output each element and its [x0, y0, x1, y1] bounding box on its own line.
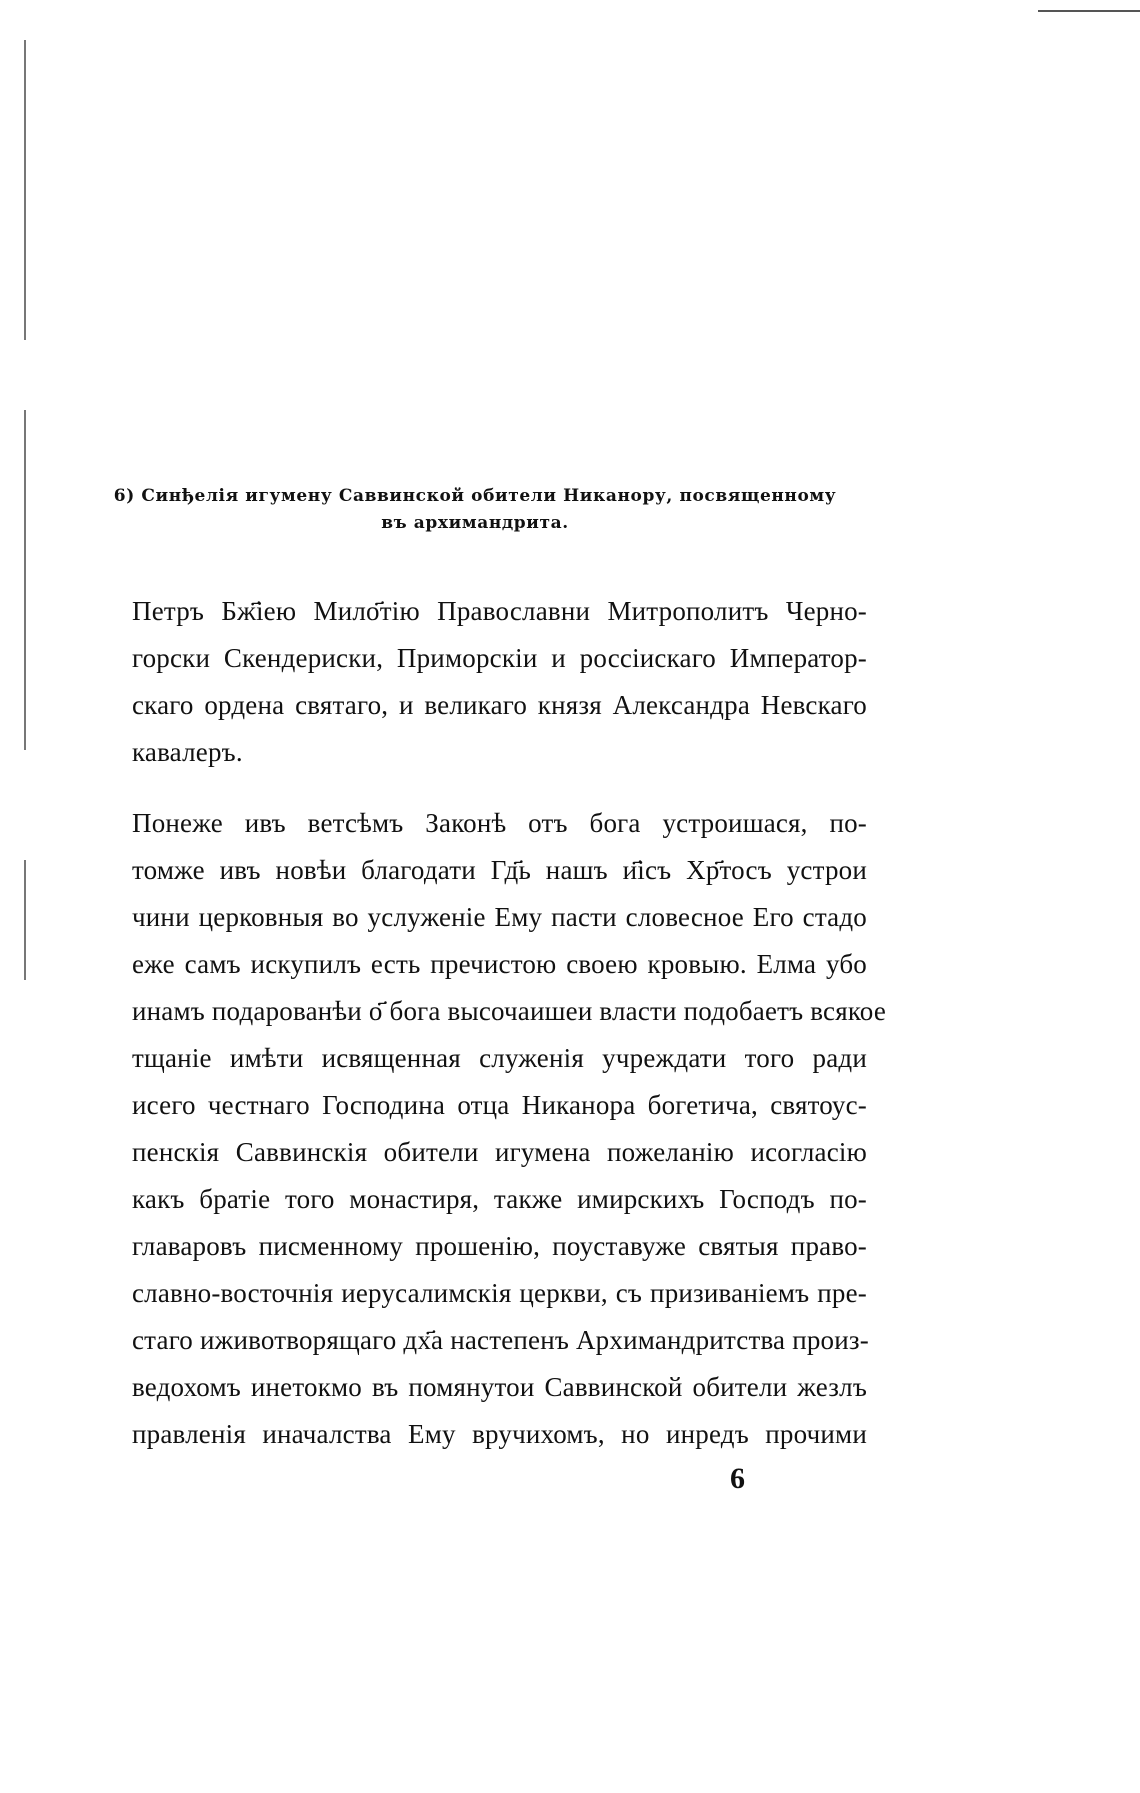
heading-line: 6) Синђелія игумену Саввинской обители Никанору, посвященному [113, 486, 837, 506]
text-line: какъ братіе того монастиря, также имирскихъ Господъ по- [132, 1184, 867, 1214]
text-line: еже самъ искупилъ есть пречистою своею кровыю. Елма убо [132, 949, 867, 979]
text-line: скаго ордена святаго, и великаго князя Александра Невскаго [132, 690, 867, 720]
text-line: Понеже ивъ ветсѣмъ Законѣ отъ бога устроишася, по- [132, 808, 867, 838]
text-line: чини церковныя во услуженіе Ему пасти словесное Его стадо [132, 902, 867, 932]
scan-margin-mark [24, 410, 26, 750]
text-line: исего честнаго Господина отца Никанора богетича, святоус- [132, 1090, 867, 1120]
scan-edge-rule [1038, 10, 1140, 12]
text-line: Петръ Бж҃іею Мило҃тію Православни Митрополитъ Черно- [132, 596, 867, 626]
text-line: томже ивъ новѣи благодати Гд҃ь нашъ и҃ісъ Хр҃тосъ устрои [132, 855, 867, 885]
text-line: стаго иживотворящаго дх҃а настепенъ Архимандритства произ- [132, 1325, 869, 1355]
text-line: инамъ подарованѣи о҃ бога высочаишеи власти подобаетъ всякое [132, 996, 887, 1026]
paragraph-body [132, 800, 887, 1458]
text-line: правленія иначалства Ему вручихомъ, но инредъ прочими [132, 1419, 867, 1449]
text-line: главаровъ писменному прошенію, поуставуже святыя право- [132, 1231, 867, 1261]
document-heading [70, 483, 880, 537]
text-line: горски Скендериски, Приморскіи и россіискаго Император- [132, 643, 867, 673]
text-line: кавалеръ. [132, 737, 243, 767]
page-number: 6 [730, 1462, 745, 1495]
paragraph-title [132, 588, 867, 776]
text-line: тщаніе имѣти исвященная служенія учреждати того ради [132, 1043, 867, 1073]
text-line: пенскія Саввинскія обители игумена пожеланію исогласію [132, 1137, 867, 1167]
heading-line: въ архимандрита. [381, 513, 569, 533]
document-body [132, 588, 887, 1458]
text-line: ведохомъ инетокмо въ помянутои Саввинской обители жезлъ [132, 1372, 867, 1402]
text-line: славно-восточнія иерусалимскія церкви, съ призиваніемъ пре- [132, 1278, 867, 1308]
scan-margin-mark [24, 40, 26, 340]
scan-margin-mark [24, 860, 26, 980]
